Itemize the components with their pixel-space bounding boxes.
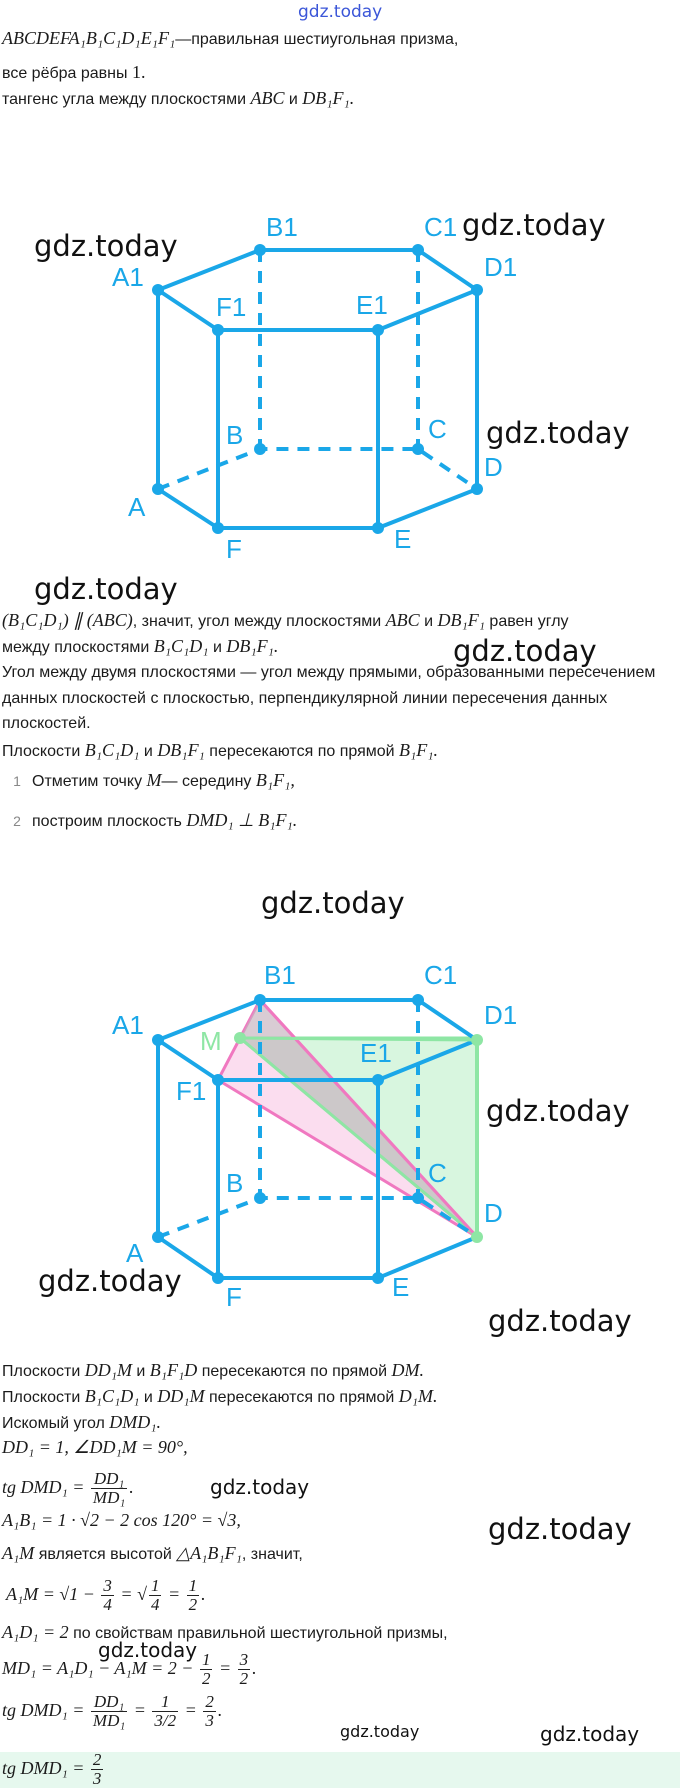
math: DD₁ = 1, ∠DD₁M = 90°, (2, 1437, 188, 1457)
text: и (284, 91, 303, 108)
formula-line (2, 1510, 241, 1532)
numerator: 1 (150, 1576, 160, 1596)
denominator: 4 (103, 1595, 112, 1615)
text: Плоскости (2, 1389, 85, 1406)
text: Плоскости (2, 1363, 85, 1380)
math: B₁C₁D₁ (84, 1386, 140, 1406)
vertex-label: E (392, 1272, 410, 1302)
math: ABCDEFA₁B₁C₁D₁E₁F₁ (2, 28, 176, 48)
vertex-label: C (428, 1158, 447, 1188)
watermark: gdz.today (453, 634, 597, 668)
fraction (187, 1577, 200, 1614)
formula-line (2, 1646, 257, 1692)
vertex-label: E1 (356, 290, 388, 320)
math: . (252, 1658, 257, 1678)
numerator: 3 (103, 1576, 112, 1596)
watermark: gdz.today (486, 1094, 630, 1128)
fraction (91, 1751, 104, 1788)
math: DB₁F₁ (437, 610, 485, 630)
fraction (200, 1651, 213, 1688)
watermark: gdz.today (488, 1512, 632, 1546)
text: Искомый угол (2, 1415, 110, 1432)
text: Отметим точку (32, 773, 147, 790)
answer-line (2, 1748, 105, 1790)
vertex-label: F (226, 534, 242, 564)
text: — середину (161, 773, 256, 790)
numerator: DD₁ (91, 1470, 127, 1489)
numerator: 1 (152, 1693, 178, 1712)
denominator: 2 (201, 1669, 211, 1689)
math: DMD₁ ⊥ B₁F₁. (186, 810, 298, 830)
fraction (91, 1693, 127, 1730)
problem-statement-line (2, 28, 458, 50)
solution-line: Угол между двумя плоскостями — угол между прямыми, образованными пересечением (2, 664, 656, 681)
numerator: 2 (205, 1692, 214, 1712)
vertex-label: F (226, 1282, 242, 1310)
formula-line (6, 1572, 206, 1618)
text: пересекаются по прямой (197, 1363, 392, 1380)
vertex-label: D (484, 452, 503, 482)
math: DMD₁. (109, 1412, 162, 1432)
math: . (217, 1700, 223, 1720)
denominator: 3/2 (154, 1711, 177, 1731)
math: . (129, 1477, 134, 1497)
math: A₁D₁ = 2 (2, 1622, 69, 1642)
math: tg DMD₁ = (2, 1477, 89, 1497)
fraction (91, 1470, 127, 1507)
math: B₁F₁. (399, 740, 439, 760)
math: M (146, 770, 162, 790)
math: = (129, 1700, 151, 1720)
text: и (139, 1389, 158, 1406)
formula-line (2, 1688, 222, 1734)
solution-line (2, 1386, 438, 1408)
solution-line: данных плоскостей с плоскостью, перпендикулярной линии пересечения данных (2, 690, 608, 707)
text: Плоскости (2, 743, 85, 760)
solution-line (2, 740, 438, 762)
watermark: gdz.today (261, 886, 405, 920)
math: DB₁F₁. (226, 636, 279, 656)
vertex-label: C1 (424, 960, 458, 990)
vertex-label: A1 (112, 1010, 144, 1040)
text: между плоскостями (2, 639, 154, 656)
watermark: gdz.today (298, 2, 383, 22)
fraction (149, 1577, 162, 1614)
text: и (139, 743, 158, 760)
watermark: gdz.today (98, 1638, 198, 1662)
vertex-label: D1 (484, 1000, 518, 1030)
math: B₁C₁D₁ (84, 740, 140, 760)
text: , значит, угол между плоскостями (132, 613, 386, 630)
math: A₁M = √1 − (6, 1584, 100, 1604)
math: = (214, 1658, 236, 1678)
text: равен углу (484, 613, 569, 630)
vertex-label: F1 (176, 1076, 207, 1106)
vertex-label: A (128, 492, 146, 522)
watermark: gdz.today (34, 229, 178, 263)
math: B₁F₁D (149, 1360, 198, 1380)
math: = (163, 1584, 185, 1604)
watermark: gdz.today (488, 1304, 632, 1338)
solution-line (2, 1412, 161, 1434)
math: D₁M. (398, 1386, 438, 1406)
text: построим плоскость (32, 813, 187, 830)
math: tg DMD₁ = (2, 1700, 89, 1720)
math: (B₁C₁D₁) ∥ (ABC) (2, 610, 133, 630)
watermark: gdz.today (38, 1264, 182, 1298)
watermark: gdz.today (462, 208, 606, 242)
prism-figure-2 (0, 940, 680, 1310)
vertex-label: A (126, 1238, 144, 1268)
math: tg DMD₁ = (2, 1758, 89, 1778)
solution-line (2, 1360, 424, 1382)
problem-statement-line (2, 62, 145, 84)
text: и (208, 639, 227, 656)
math: DB₁F₁. (302, 88, 355, 108)
vertex-label: D1 (484, 252, 518, 282)
denominator: 2 (239, 1669, 249, 1689)
step-item (2, 770, 295, 792)
vertex-label: B (226, 420, 244, 450)
vertex-label: C (428, 414, 447, 444)
math: . (201, 1584, 206, 1604)
solution-line (2, 610, 569, 632)
text: является высотой (34, 1546, 177, 1563)
numerator: 3 (239, 1650, 249, 1670)
math: 1. (131, 62, 146, 82)
math: MD₁ = A₁D₁ − A₁M = 2 − (2, 1658, 198, 1678)
numerator: DD₁ (91, 1693, 127, 1712)
denominator: 2 (188, 1595, 198, 1615)
vertex-label: M (200, 1026, 222, 1056)
math: DD₁M (157, 1386, 205, 1406)
denominator: 3 (205, 1711, 214, 1731)
numerator: 2 (92, 1750, 102, 1770)
text: по свойствам правильной шестиугольной призмы, (68, 1625, 448, 1642)
math: A₁M (2, 1543, 35, 1563)
step-number: 1 (13, 773, 21, 789)
formula-line (2, 1465, 134, 1511)
denominator: MD₁ (92, 1711, 126, 1731)
math: DM. (391, 1360, 424, 1380)
numerator: 1 (188, 1576, 198, 1596)
math: = √ (115, 1584, 147, 1604)
text: , значит, (241, 1546, 303, 1563)
solution-line (2, 1543, 303, 1565)
vertex-label: F1 (216, 292, 247, 322)
watermark: gdz.today (210, 1475, 310, 1499)
step-item (2, 810, 297, 832)
text: пересекаются по прямой (204, 743, 400, 760)
text: пересекаются по прямой (204, 1389, 399, 1406)
math: A₁B₁ = 1 · √2 − 2 cos 120° = √3, (2, 1510, 241, 1530)
math: DD₁M (84, 1360, 132, 1380)
vertex-label: B1 (266, 212, 298, 242)
math: ABC (250, 88, 285, 108)
denominator: MD₁ (92, 1488, 126, 1508)
text: все рёбра равны (2, 65, 132, 82)
solution-line (2, 1437, 188, 1459)
fraction (101, 1577, 114, 1614)
watermark: gdz.today (540, 1722, 640, 1746)
text: —правильная шестиугольная призма, (175, 31, 459, 48)
denominator: 4 (150, 1595, 160, 1615)
math: B₁F₁, (255, 770, 295, 790)
watermark: gdz.today (340, 1722, 420, 1741)
vertex-label: B1 (264, 960, 296, 990)
vertex-label: A1 (112, 262, 144, 292)
vertex-label: D (484, 1198, 503, 1228)
vertex-label: E (394, 524, 412, 554)
math: B₁C₁D₁ (153, 636, 209, 656)
watermark: gdz.today (486, 416, 630, 450)
vertex-label: B (226, 1168, 244, 1198)
vertex-label: E1 (360, 1038, 392, 1068)
problem-question-line (2, 88, 354, 110)
fraction (203, 1693, 216, 1730)
text: и (131, 1363, 150, 1380)
math: △A₁B₁F₁ (176, 1543, 242, 1563)
vertex-label: C1 (424, 212, 458, 242)
step-number: 2 (13, 813, 21, 829)
denominator: 3 (92, 1769, 102, 1789)
math: DB₁F₁ (157, 740, 205, 760)
solution-line: плоскостей. (2, 715, 91, 732)
numerator: 1 (201, 1650, 211, 1670)
fraction (238, 1651, 251, 1688)
math: ABC (385, 610, 420, 630)
fraction (152, 1693, 178, 1730)
watermark: gdz.today (34, 572, 178, 606)
solution-line (2, 636, 278, 658)
math: = (180, 1700, 202, 1720)
solution-line (2, 1622, 448, 1644)
text: и (419, 613, 438, 630)
prism-figure-1 (0, 195, 680, 575)
text: тангенс угла между плоскостями (2, 91, 251, 108)
